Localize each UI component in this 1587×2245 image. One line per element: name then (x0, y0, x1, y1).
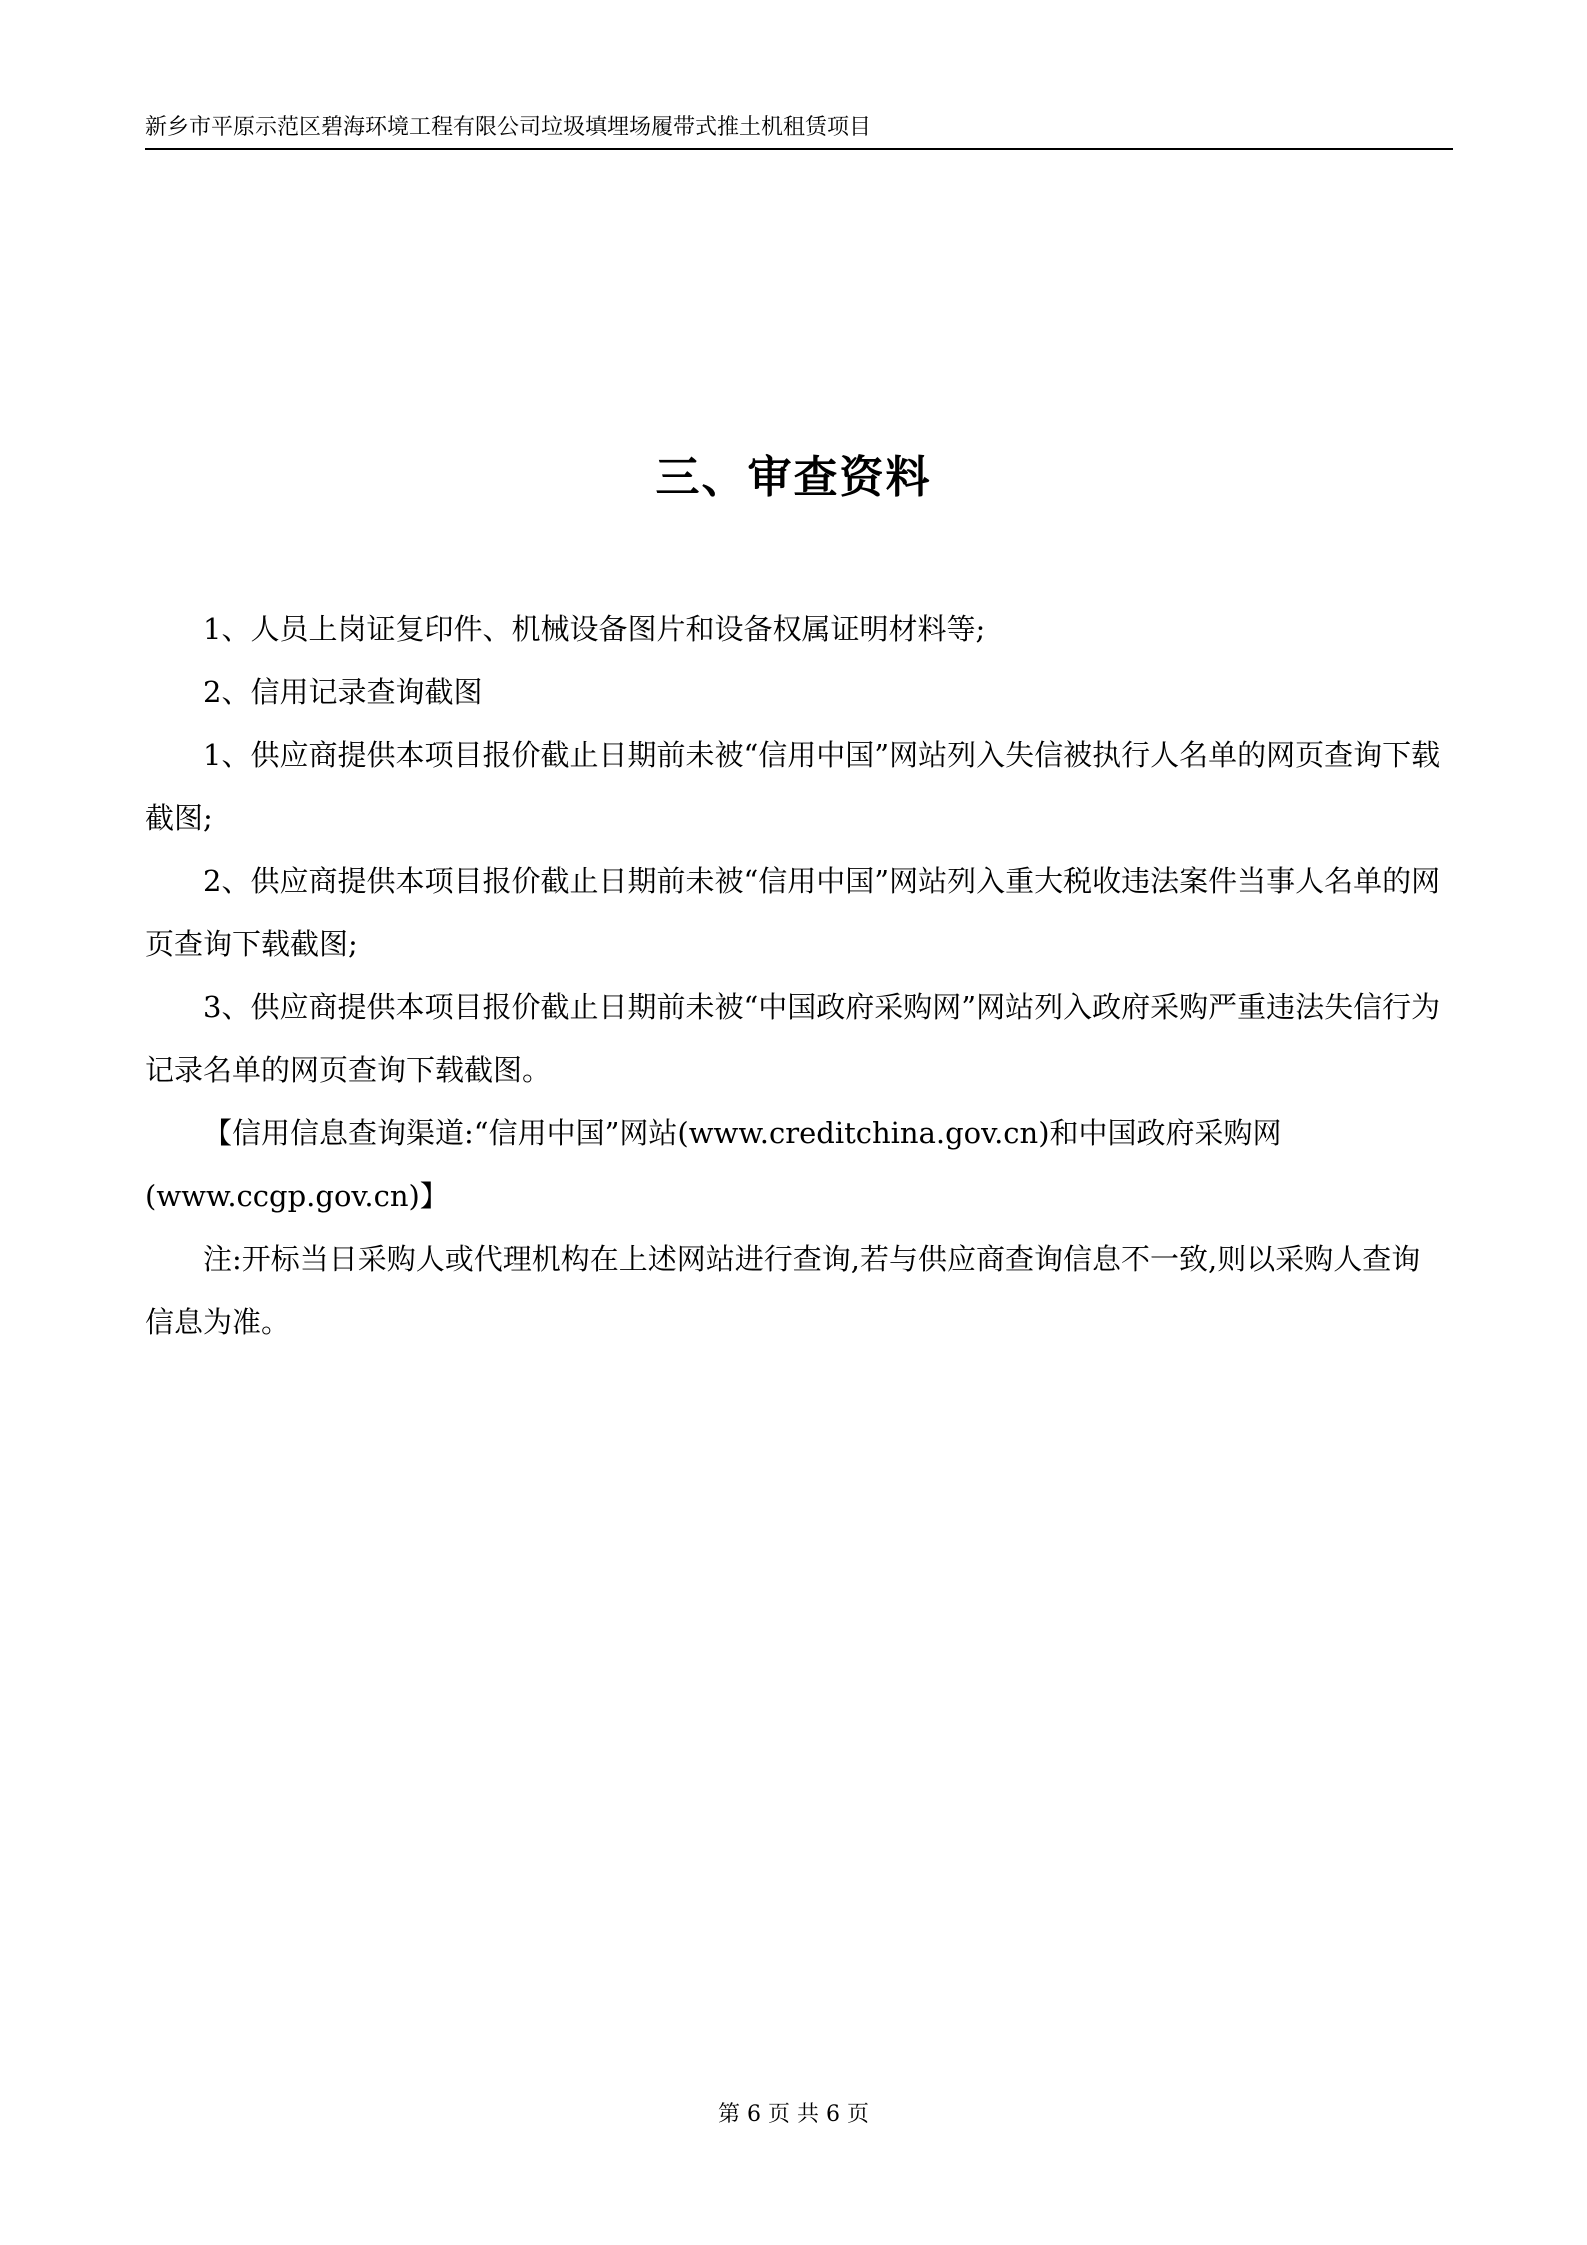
paragraph-subitem-1: 1、供应商提供本项目报价截止日期前未被“信用中国”网站列入失信被执行人名单的网页查询下载截图; (145, 738, 1441, 835)
page-header (145, 112, 1453, 150)
paragraph-note: 注:开标当日采购人或代理机构在上述网站进行查询,若与供应商查询信息不一致,则以采购人查询信息为准。 (145, 1242, 1421, 1339)
page-number: 第 6 页 共 6 页 (718, 2102, 869, 2127)
paragraph-item-2: 2、信用记录查询截图 (203, 675, 483, 709)
document-body (145, 598, 1445, 1354)
paragraph-query-channels: 【信用信息查询渠道:“信用中国”网站(www.creditchina.gov.cn)和中国政府采购网(www.ccgp.gov.cn)】 (145, 1116, 1282, 1213)
paragraph-item-1: 1、人员上岗证复印件、机械设备图片和设备权属证明材料等; (203, 612, 986, 646)
section-title: 三、审查资料 (655, 452, 932, 503)
header-title: 新乡市平原示范区碧海环境工程有限公司垃圾填埋场履带式推土机租赁项目 (145, 115, 872, 140)
paragraph-subitem-2: 2、供应商提供本项目报价截止日期前未被“信用中国”网站列入重大税收违法案件当事人名单的网页查询下载截图; (145, 864, 1441, 961)
paragraph-subitem-3: 3、供应商提供本项目报价截止日期前未被“中国政府采购网”网站列入政府采购严重违法失信行为记录名单的网页查询下载截图。 (145, 990, 1441, 1087)
